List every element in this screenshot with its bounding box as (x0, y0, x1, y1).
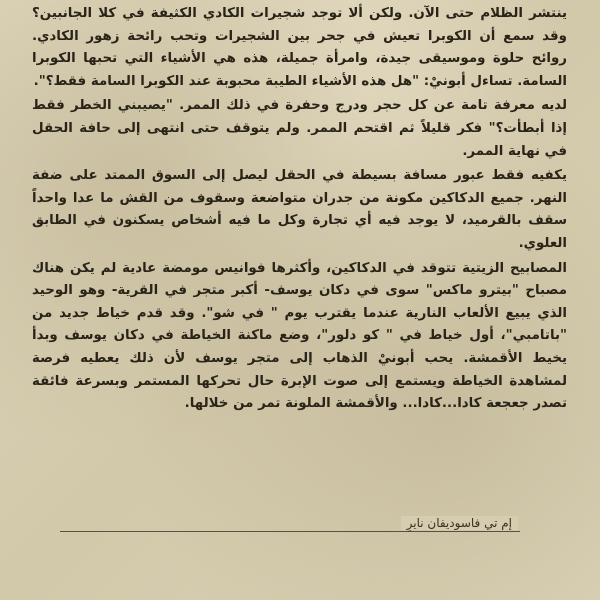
author-name: إم تي فاسوديفان نايرِ (401, 516, 518, 530)
paragraph: لديه معرفة تامة عن كل حجر ودرج وحفرة في ذلك الممر. "يصيبني الخطر فقط إذا أبطأت؟" فكر قليلاً ثم اقتحم الممر. ولم يتوقف حتى انتهى إلى حافة الحقل في نهاية الممر. (32, 98, 567, 159)
paragraph: يكفيه فقط عبور مسافة بسيطة في الحقل ليصل إلى السوق الممتد على ضفة النهر. جميع الدكاكين مكونة من جدران متواضعة وسقوف من القش ما عدا واحداً سقف بالقرميد، لا يوجد فيه أي تجارة وكل ما فيه أشخاص يسكنون في الطابق العلوي. (32, 168, 567, 251)
body-text (32, 0, 567, 418)
footer-divider (60, 531, 520, 532)
paragraph: ينتشر الظلام حتى الآن. ولكن ألا توجد شجيرات الكادي الكثيفة في كلا الجانبين؟ وقد سمع أن الكوبرا تعيش في جحر بين الشجيرات وتحب رائحة زهور الكادي. روائح حلوة وموسيقى جيدة، وامرأة جميلة، هذه هي الأشياء التي تحبها الكوبرا السامة. تساءل أبونيْ: "هل هذه الأشياء الطيبة محبوبة عند الكوبرا السامة فقط؟". (32, 6, 567, 89)
paragraph: المصابيح الزيتية تتوقد في الدكاكين، وأكثرها فوانيس مومضة عادية لم يكن هناك مصباح "بيترو ماكس" سوى في دكان يوسف- أكبر متجر في القرية- وهو الوحيد الذي يبيع الألعاب النارية عندما يقترب يوم " في شو". وقد قدم خياط جديد من "باتامبي"، أول خياط في " كو دلور"، وضع ماكنة الخياطة في دكان يوسف وبدأ يخيط الأقمشة. يحب أبونيْ الذهاب إلى متجر يوسف لأن ذلك يعطيه فرصة لمشاهدة الخياطة ويستمع إلى صوت الإبرة حال تحركها المستمر وبسرعة فائقة تصدر جعجعة كادا...كادا... والأقمشة الملونة تمر من خلالها. (32, 260, 567, 412)
